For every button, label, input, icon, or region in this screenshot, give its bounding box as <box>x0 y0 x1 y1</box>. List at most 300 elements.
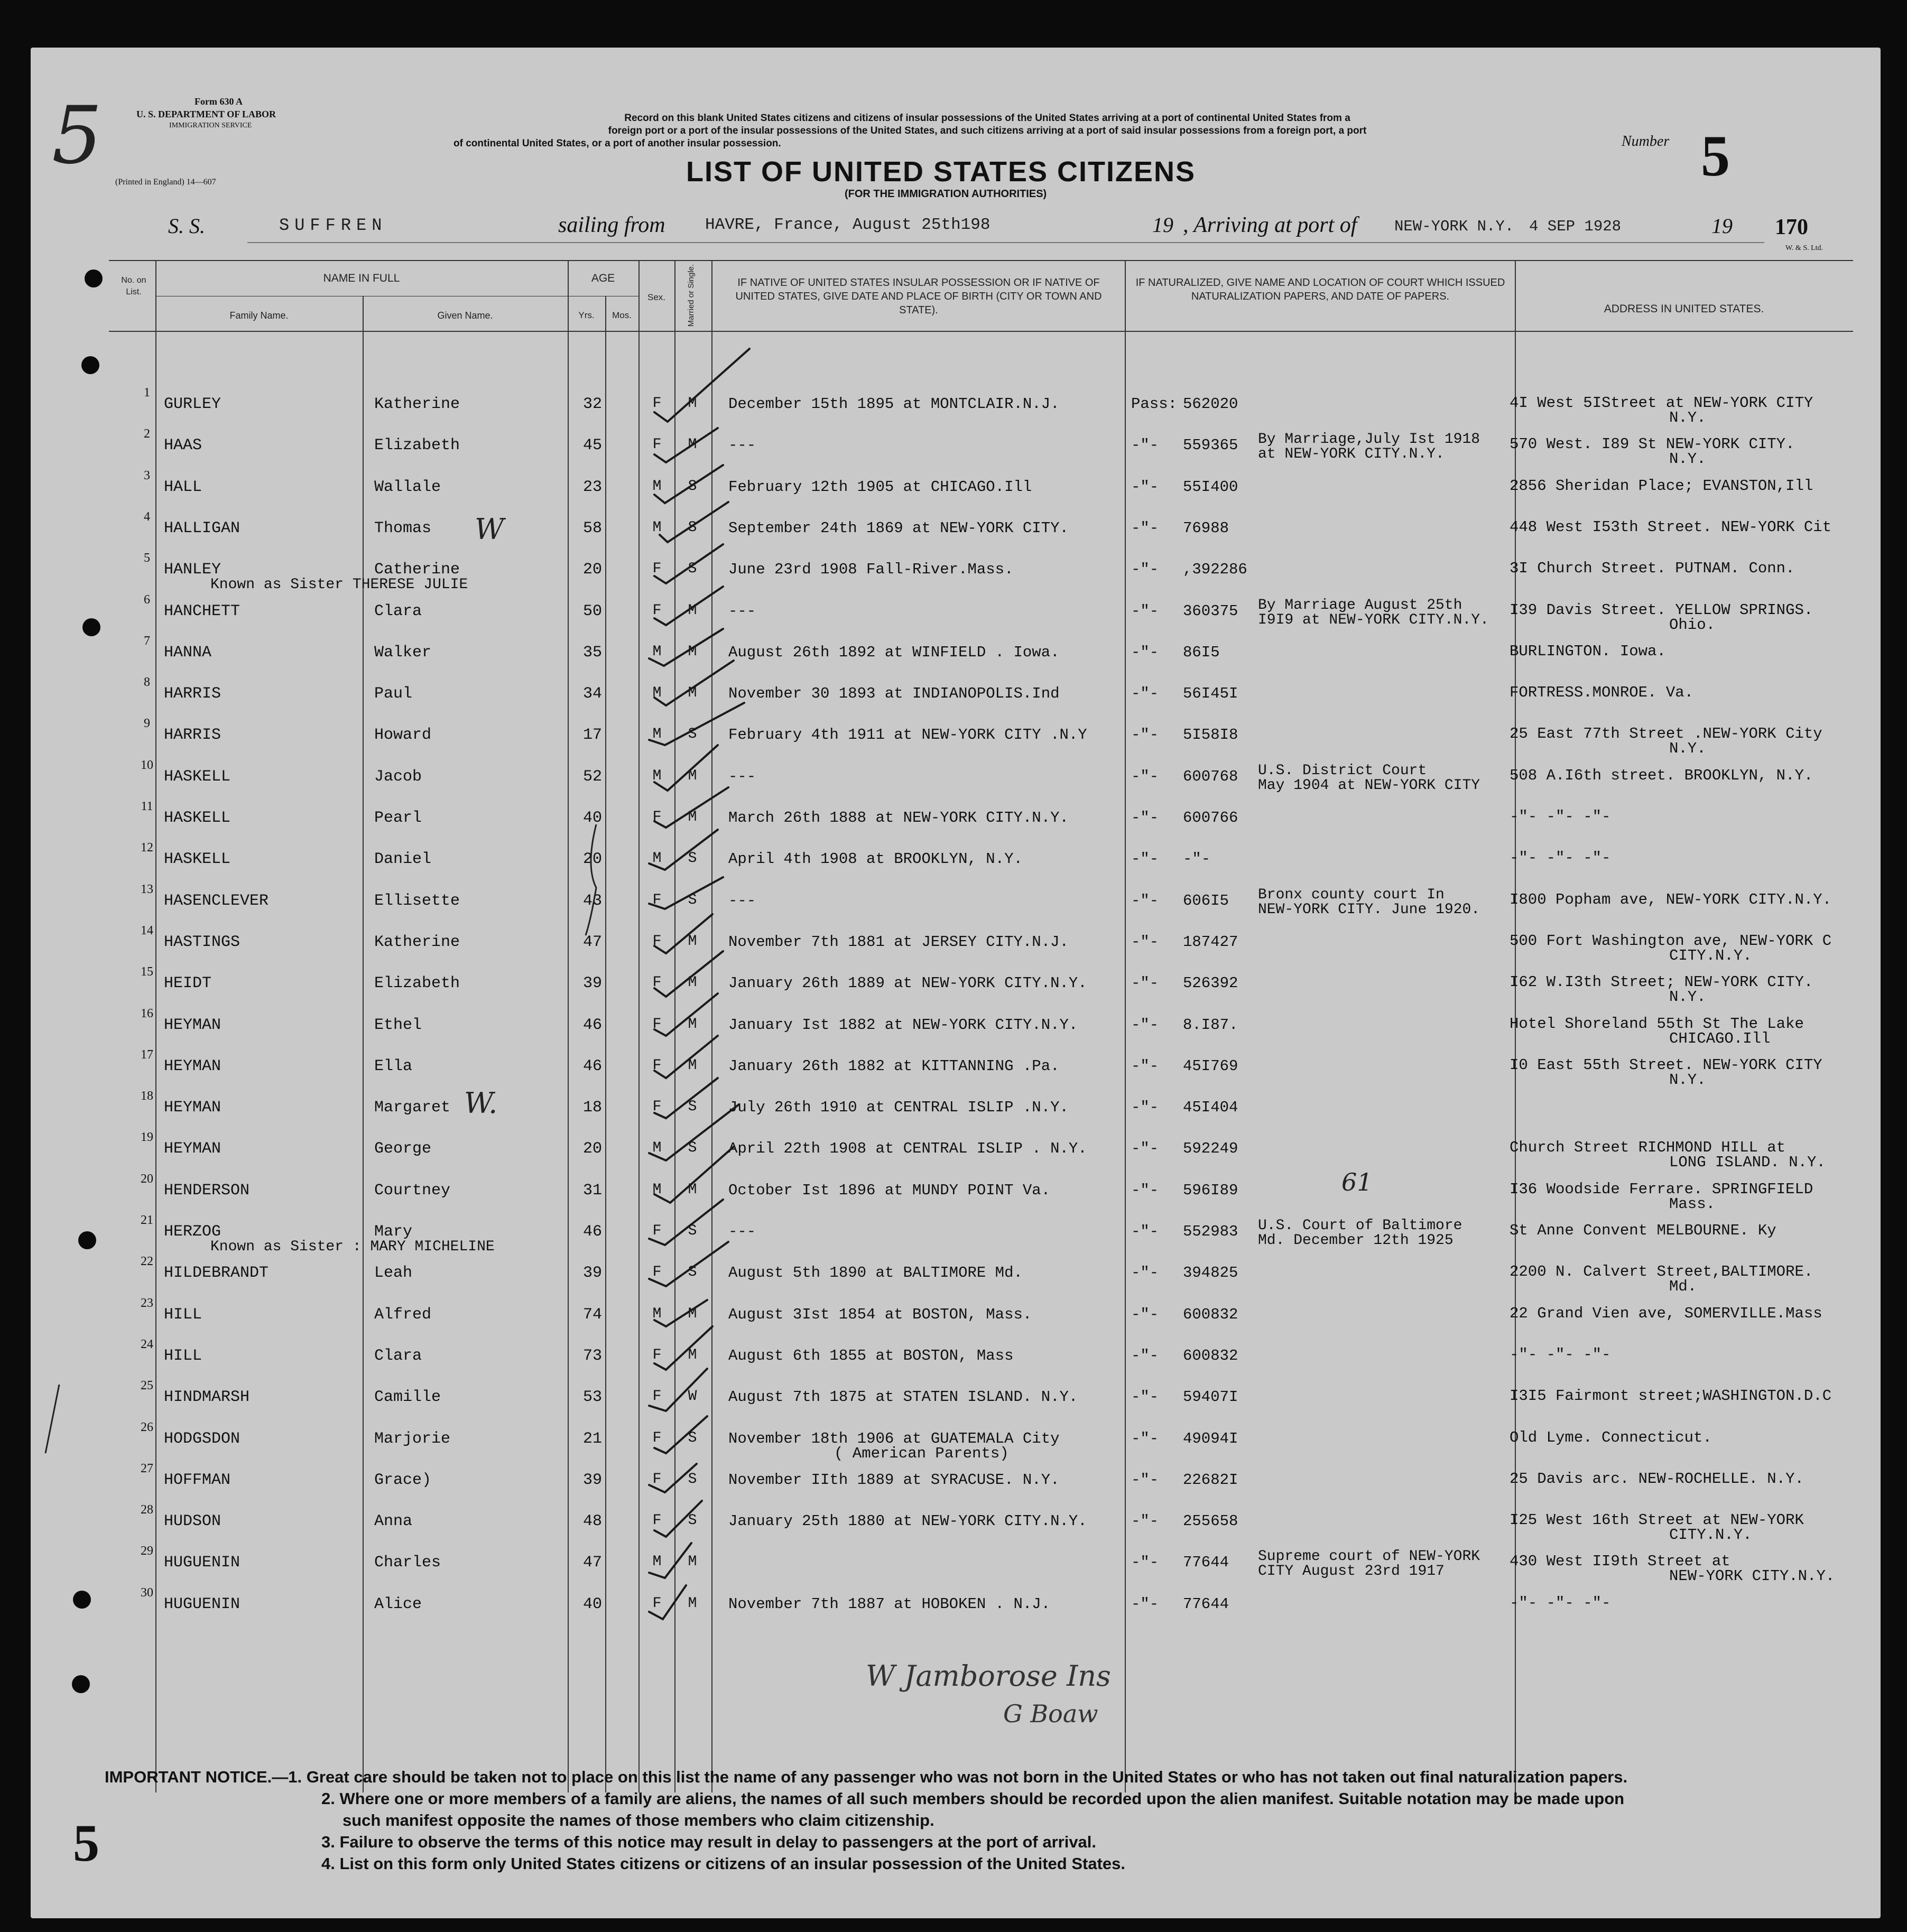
papers-prefix: -"- <box>1131 933 1159 951</box>
number-label: Number <box>1622 133 1670 150</box>
family-name: HASKELL <box>164 768 231 786</box>
family-name: HASKELL <box>164 850 231 868</box>
sex: F <box>652 1264 662 1280</box>
notice-item-3: 3. Failure to observe the terms of this notice may result in delay to passengers at the port of arrival. <box>321 1833 1097 1851</box>
address-line-1: 25 Davis arc. NEW-ROCHELLE. N.Y. <box>1510 1470 1804 1488</box>
papers-number: 360375 <box>1183 602 1238 620</box>
family-name: HODGSDON <box>164 1430 240 1448</box>
papers-prefix: -"- <box>1131 850 1159 868</box>
address-line-1: I39 Davis Street. YELLOW SPRINGS. <box>1510 601 1813 619</box>
marital-status: S <box>688 892 697 908</box>
naturalization-line-1: Supreme court of NEW-YORK <box>1258 1548 1480 1565</box>
papers-number: 5I58I8 <box>1183 726 1238 744</box>
list-number: 19 <box>141 1130 153 1144</box>
marital-status: S <box>688 1264 697 1280</box>
table-row <box>31 835 1881 876</box>
table-row <box>31 422 1881 468</box>
family-name: HASTINGS <box>164 933 240 951</box>
family-name: HASENCLEVER <box>164 892 269 910</box>
sex: F <box>652 602 662 619</box>
address-line-2: CITY.N.Y. <box>1669 947 1752 964</box>
papers-prefix: -"- <box>1131 1554 1159 1571</box>
papers-number: 45I769 <box>1183 1057 1238 1075</box>
naturalization-line-2: CITY August 23rd 1917 <box>1258 1563 1445 1580</box>
age-years: 43 <box>583 892 603 910</box>
given-name: Mary <box>374 1223 413 1241</box>
address-line-1: 22 Grand Vien ave, SOMERVILLE.Mass <box>1510 1305 1822 1322</box>
ss-label: S. S. <box>168 214 205 238</box>
age-years: 21 <box>583 1430 603 1448</box>
given-name: Grace) <box>374 1471 432 1489</box>
list-number: 27 <box>141 1462 153 1475</box>
age-years: 39 <box>583 974 603 992</box>
table-header-rule <box>109 331 1853 332</box>
papers-prefix: -"- <box>1131 892 1159 909</box>
list-number: 8 <box>144 675 150 689</box>
naturalization-line-1: By Marriage August 25th <box>1258 597 1462 614</box>
marital-status: M <box>688 1347 697 1363</box>
birth-details: August 26th 1892 at WINFIELD . Iowa. <box>728 644 1060 661</box>
papers-prefix: -"- <box>1131 1016 1159 1034</box>
birth-details: November 7th 1887 at HOBOKEN . N.J. <box>728 1595 1051 1613</box>
given-name: Paul <box>374 685 413 703</box>
list-number: 11 <box>141 800 153 813</box>
notice-item-2: 2. Where one or more members of a family are aliens, the names of all such members should be recorded upon the alien manifest. Suitable notation may be made upon <box>321 1789 1625 1808</box>
sex: M <box>652 768 662 784</box>
address-line-2: CHICAGO.Ill <box>1669 1030 1771 1047</box>
sex: F <box>652 1016 662 1033</box>
marital-status: S <box>688 1471 697 1488</box>
notice-page-mark: 5 <box>73 1814 99 1872</box>
given-name: Jacob <box>374 768 422 786</box>
manifest-sheet <box>31 48 1881 1918</box>
age-years: 31 <box>583 1182 603 1200</box>
marital-status: S <box>688 726 697 742</box>
papers-prefix: -"- <box>1131 602 1159 620</box>
papers-prefix: -"- <box>1131 1347 1159 1364</box>
birth-details: June 23rd 1908 Fall-River.Mass. <box>728 561 1014 578</box>
family-name: HUGUENIN <box>164 1554 240 1572</box>
address-line-2: Md. <box>1669 1278 1697 1295</box>
list-number: 29 <box>141 1544 153 1558</box>
table-row <box>31 1373 1881 1414</box>
family-name: HILL <box>164 1347 202 1365</box>
arrival-date: 4 SEP 1928 <box>1529 218 1622 235</box>
naturalization-line-1: Bronx county court In <box>1258 887 1445 903</box>
col-header-address: ADDRESS IN UNITED STATES. <box>1604 303 1764 315</box>
table-row <box>31 546 1881 593</box>
col-header-naturalized: IF NATURALIZED, GIVE NAME AND LOCATION OF COURT WHICH ISSUED NATURALIZATION PAPERS, AND DATE OF PAPERS. <box>1135 277 1505 302</box>
papers-prefix: -"- <box>1131 1388 1159 1406</box>
table-row <box>31 1125 1881 1171</box>
table-row <box>31 588 1881 634</box>
papers-number: 76988 <box>1183 519 1229 537</box>
col-header-family: Family Name. <box>229 310 289 321</box>
age-years: 23 <box>583 478 603 496</box>
age-years: 40 <box>583 809 603 827</box>
table-row <box>31 380 1881 426</box>
sex: F <box>652 1057 662 1074</box>
papers-prefix: -"- <box>1131 1223 1159 1240</box>
sex: M <box>652 644 662 660</box>
age-years: 32 <box>583 395 603 413</box>
birth-details: December 15th 1895 at MONTCLAIR.N.J. <box>728 395 1060 413</box>
punch-hole-2 <box>81 356 99 374</box>
table-row <box>31 1167 1881 1213</box>
sex: F <box>652 809 662 825</box>
table-row <box>31 1001 1881 1047</box>
family-name: HEYMAN <box>164 1057 221 1075</box>
address-line-1: -"- -"- -"- <box>1510 849 1611 867</box>
sex: F <box>652 1388 662 1405</box>
sex: F <box>652 1430 662 1446</box>
family-name: HILL <box>164 1306 202 1324</box>
marital-status: M <box>688 602 697 619</box>
given-name: Ethel <box>374 1016 422 1034</box>
arrival-port: NEW-YORK N.Y. <box>1394 218 1514 235</box>
naturalization-line-1: By Marriage,July Ist 1918 <box>1258 431 1480 448</box>
punch-hole-6 <box>72 1675 90 1693</box>
table-row <box>31 1415 1881 1462</box>
number-value: 5 <box>1701 124 1730 188</box>
notice-heading: IMPORTANT NOTICE. <box>105 1768 272 1786</box>
list-number: 10 <box>141 758 153 772</box>
papers-number: 22682I <box>1183 1471 1238 1489</box>
given-name: Katherine <box>374 933 460 951</box>
known-as-note: Known as Sister : MARY MICHELINE <box>210 1239 495 1255</box>
sex: M <box>652 519 662 536</box>
family-name: HEYMAN <box>164 1099 221 1117</box>
address-line-1: I25 West 16th Street at NEW-YORK <box>1510 1511 1804 1529</box>
papers-number: 86I5 <box>1183 644 1220 661</box>
given-name: Courtney <box>374 1182 451 1200</box>
papers-number: 600768 <box>1183 768 1238 785</box>
list-number: 9 <box>144 717 150 730</box>
col-header-married: Married or Single. <box>687 264 696 327</box>
family-name: GURLEY <box>164 395 221 413</box>
papers-prefix: -"- <box>1131 974 1159 992</box>
papers-number: 55I400 <box>1183 478 1238 496</box>
birth-details: October Ist 1896 at MUNDY POINT Va. <box>728 1182 1051 1199</box>
papers-prefix: -"- <box>1131 1512 1159 1530</box>
marital-status: M <box>688 395 697 412</box>
family-name: HENDERSON <box>164 1182 250 1200</box>
marital-status: S <box>688 561 697 577</box>
address-line-2: Mass. <box>1669 1195 1716 1213</box>
given-name: Elizabeth <box>374 974 460 992</box>
given-name: Alfred <box>374 1306 432 1324</box>
table-row <box>31 1084 1881 1124</box>
marital-status: M <box>688 933 697 950</box>
sex: F <box>652 1595 662 1612</box>
record-note-line-2: foreign port or a port of the insular possessions of the United States, and such citizens arriving at a port of said insular possessions from a foreign port, a port <box>608 125 1367 136</box>
papers-number: 600832 <box>1183 1347 1238 1364</box>
list-number: 17 <box>141 1048 153 1062</box>
table-top-rule <box>109 260 1853 261</box>
birth-details: March 26th 1888 at NEW-YORK CITY.N.Y. <box>728 809 1069 826</box>
list-number: 30 <box>141 1586 153 1600</box>
birth-details: November IIth 1889 at SYRACUSE. N.Y. <box>728 1471 1060 1489</box>
given-name: Margaret <box>374 1099 451 1117</box>
family-name: HINDMARSH <box>164 1388 250 1406</box>
birth-details: November 7th 1881 at JERSEY CITY.N.J. <box>728 933 1069 951</box>
list-number: 23 <box>141 1296 153 1310</box>
list-number: 20 <box>141 1172 153 1186</box>
col-header-sex: Sex. <box>647 292 666 302</box>
col-header-no: No. on List. <box>121 276 146 296</box>
handwritten-w-1: W <box>475 513 504 546</box>
birth-details: January 25th 1880 at NEW-YORK CITY.N.Y. <box>728 1512 1087 1530</box>
address-line-2: CITY.N.Y. <box>1669 1526 1752 1544</box>
punch-hole-3 <box>82 618 100 636</box>
sex: F <box>652 1223 662 1239</box>
family-name: HASKELL <box>164 809 231 827</box>
col-header-given: Given Name. <box>437 310 493 321</box>
address-line-1: I36 Woodside Ferrare. SPRINGFIELD <box>1510 1181 1813 1198</box>
papers-number: 77644 <box>1183 1595 1229 1613</box>
naturalization-line-2: NEW-YORK CITY. June 1920. <box>1258 902 1480 918</box>
address-line-1: Church Street RICHMOND HILL at <box>1510 1139 1786 1156</box>
birth-details: --- <box>728 892 756 909</box>
officer-signature: W Jamborose Ins <box>866 1659 1111 1693</box>
birth-details: --- <box>728 436 756 454</box>
papers-number: 596I89 <box>1183 1182 1238 1199</box>
officer-initials: G Boaw <box>1003 1699 1098 1728</box>
col-header-mos: Mos. <box>612 310 632 320</box>
sex: M <box>652 850 662 867</box>
naturalization-line-2: Md. December 12th 1925 <box>1258 1232 1454 1249</box>
col-header-birth: IF NATIVE OF UNITED STATES INSULAR POSSESSION OR IF NATIVE OF UNITED STATES, GIVE DATE AND PLACE OF BIRTH (CITY OR TOWN AND STATE). <box>735 277 1102 316</box>
birth-details: --- <box>728 768 756 785</box>
birth-details: --- <box>728 1223 756 1240</box>
birth-details: January Ist 1882 at NEW-YORK CITY.N.Y. <box>728 1016 1078 1034</box>
page-subtitle: (FOR THE IMMIGRATION AUTHORITIES) <box>845 188 1047 200</box>
sex: F <box>652 1471 662 1488</box>
papers-prefix: -"- <box>1131 561 1159 578</box>
voyage-underline <box>247 242 1764 243</box>
address-line-1: I62 W.I3th Street; NEW-YORK CITY. <box>1510 973 1813 991</box>
papers-prefix: -"- <box>1131 1182 1159 1199</box>
table-row <box>31 1291 1881 1331</box>
birth-details: January 26th 1889 at NEW-YORK CITY.N.Y. <box>728 974 1087 992</box>
list-number: 2 <box>144 427 150 441</box>
address-line-1: I800 Popham ave, NEW-YORK CITY.N.Y. <box>1510 891 1832 908</box>
list-number: 26 <box>141 1420 153 1434</box>
age-years: 46 <box>583 1016 603 1034</box>
family-name: HUGUENIN <box>164 1595 240 1613</box>
table-row <box>31 1456 1881 1497</box>
address-line-1: Old Lyme. Connecticut. <box>1510 1429 1712 1446</box>
papers-number: 8.I87. <box>1183 1016 1238 1034</box>
family-name: HEYMAN <box>164 1140 221 1158</box>
list-number: 28 <box>141 1503 153 1517</box>
naturalization-line-2: at NEW-YORK CITY.N.Y. <box>1258 446 1445 462</box>
table-row <box>31 670 1881 710</box>
address-line-1: 430 West II9th Street at <box>1510 1553 1730 1570</box>
marital-status: M <box>688 974 697 991</box>
birth-details: April 22th 1908 at CENTRAL ISLIP . N.Y. <box>728 1140 1087 1157</box>
address-line-1: 448 West I53th Street. NEW-YORK Cit <box>1510 518 1832 536</box>
papers-number: 187427 <box>1183 933 1238 951</box>
papers-number: 606I5 <box>1183 892 1229 909</box>
family-name: HANLEY <box>164 561 221 579</box>
family-name: HANNA <box>164 644 212 662</box>
papers-number: 600766 <box>1183 809 1238 826</box>
family-name: HAAS <box>164 436 202 454</box>
age-years: 20 <box>583 1140 603 1158</box>
papers-prefix: -"- <box>1131 436 1159 454</box>
given-name: George <box>374 1140 432 1158</box>
sex: F <box>652 395 662 412</box>
given-name: Howard <box>374 726 432 744</box>
list-number: 15 <box>141 965 153 979</box>
address-line-1: 2200 N. Calvert Street,BALTIMORE. <box>1510 1263 1813 1280</box>
family-name: HERZOG <box>164 1223 221 1241</box>
birth-details: February 4th 1911 at NEW-YORK CITY .N.Y <box>728 726 1087 744</box>
known-as-note: Known as Sister THERESE JULIE <box>210 577 468 593</box>
given-name: Clara <box>374 602 422 620</box>
given-name: Marjorie <box>374 1430 451 1448</box>
sex: F <box>652 1512 662 1529</box>
table-row <box>31 629 1881 669</box>
birth-details: --- <box>728 602 756 620</box>
age-years: 53 <box>583 1388 603 1406</box>
papers-prefix: -"- <box>1131 1099 1159 1116</box>
sex: M <box>652 1140 662 1156</box>
check-marks <box>638 333 776 1686</box>
birth-details: February 12th 1905 at CHICAGO.Ill <box>728 478 1032 496</box>
address-line-2: N.Y. <box>1669 740 1706 757</box>
marital-status: W <box>688 1388 697 1405</box>
papers-prefix: Pass: <box>1131 395 1178 413</box>
table-row <box>31 960 1881 1006</box>
age-years: 47 <box>583 933 603 951</box>
age-years: 73 <box>583 1347 603 1365</box>
given-name: Clara <box>374 1347 422 1365</box>
year-2: 19 <box>1711 214 1733 238</box>
birth-details: April 4th 1908 at BROOKLYN, N.Y. <box>728 850 1023 868</box>
birth-details: August 5th 1890 at BALTIMORE Md. <box>728 1264 1023 1281</box>
arriving-label: , Arriving at port of <box>1183 213 1357 237</box>
form-dept: U. S. DEPARTMENT OF LABOR <box>136 109 276 119</box>
table-row <box>31 1539 1881 1585</box>
papers-prefix: -"- <box>1131 1595 1159 1613</box>
sex: F <box>652 561 662 577</box>
naturalization-line-1: U.S. Court of Baltimore <box>1258 1218 1462 1234</box>
list-number: 12 <box>141 841 153 854</box>
col-header-age: AGE <box>591 272 615 284</box>
birth-details-note: ( American Parents) <box>834 1445 1009 1462</box>
papers-prefix: -"- <box>1131 644 1159 661</box>
family-name: HARRIS <box>164 685 221 703</box>
notice-item-2b: such manifest opposite the names of those members who claim citizenship. <box>342 1811 934 1829</box>
address-line-1: 508 A.I6th street. BROOKLYN, N.Y. <box>1510 767 1813 784</box>
birth-details: August 3Ist 1854 at BOSTON, Mass. <box>728 1306 1032 1323</box>
form-printed: (Printed in England) 14—607 <box>115 178 216 187</box>
list-number: 7 <box>144 634 150 648</box>
address-line-1: Hotel Shoreland 55th St The Lake <box>1510 1015 1804 1033</box>
sex: F <box>652 1347 662 1363</box>
age-years: 50 <box>583 602 603 620</box>
marital-status: M <box>688 1182 697 1198</box>
age-years: 46 <box>583 1057 603 1075</box>
address-line-1: -"- -"- -"- <box>1510 1594 1611 1612</box>
sex: F <box>652 892 662 908</box>
list-number: 1 <box>144 386 150 400</box>
birth-details: July 26th 1910 at CENTRAL ISLIP .N.Y. <box>728 1099 1069 1116</box>
address-line-2: N.Y. <box>1669 988 1706 1006</box>
address-line-1: FORTRESS.MONROE. Va. <box>1510 684 1694 701</box>
sex: M <box>652 726 662 742</box>
table-row <box>31 1043 1881 1089</box>
marital-status: S <box>688 1223 697 1239</box>
papers-number: 562020 <box>1183 395 1238 413</box>
given-name: Walker <box>374 644 432 662</box>
given-name: Wallale <box>374 478 441 496</box>
given-name: Alice <box>374 1595 422 1613</box>
marital-status: S <box>688 1512 697 1529</box>
papers-number: 526392 <box>1183 974 1238 992</box>
papers-number: ,392286 <box>1183 561 1247 578</box>
punch-hole-5 <box>73 1591 91 1609</box>
address-line-2: LONG ISLAND. N.Y. <box>1669 1154 1826 1171</box>
corner-mark: 5 <box>52 90 103 182</box>
papers-number: 45I404 <box>1183 1099 1238 1116</box>
papers-number: -"- <box>1183 850 1211 868</box>
table-row <box>31 877 1881 917</box>
given-name: Pearl <box>374 809 422 827</box>
sex: F <box>652 933 662 950</box>
papers-number: 49094I <box>1183 1430 1238 1447</box>
address-line-1: St Anne Convent MELBOURNE. Ky <box>1510 1222 1776 1239</box>
notice-item-1: —1. Great care should be taken not to place on this list the name of any passenger who was not born in the United States or who has not taken out final naturalization papers. <box>272 1768 1628 1786</box>
record-note-line-3: of continental United States, or a port of another insular possession. <box>453 138 781 149</box>
family-name: HARRIS <box>164 726 221 744</box>
age-years: 39 <box>583 1471 603 1489</box>
marital-status: M <box>688 768 697 784</box>
family-name: HUDSON <box>164 1512 221 1530</box>
address-line-1: I0 East 55th Street. NEW-YORK CITY <box>1510 1056 1822 1074</box>
table-row <box>31 1249 1881 1295</box>
birth-details: January 26th 1882 at KITTANNING .Pa. <box>728 1057 1060 1075</box>
papers-number: 600832 <box>1183 1306 1238 1323</box>
age-years: 20 <box>583 561 603 579</box>
family-name: HALLIGAN <box>164 519 240 537</box>
address-line-1: 4I West 5IStreet at NEW-YORK CITY <box>1510 394 1813 412</box>
list-number: 22 <box>141 1255 153 1268</box>
list-number: 6 <box>144 593 150 607</box>
record-note-line-1: Record on this blank United States citizens and citizens of insular possessions of the United States arriving at a port of continental United States from a <box>624 113 1350 124</box>
marital-status: S <box>688 1099 697 1115</box>
list-number: 16 <box>141 1007 153 1020</box>
list-number: 14 <box>141 924 153 937</box>
papers-prefix: -"- <box>1131 1057 1159 1075</box>
handwritten-w-2: W. <box>464 1086 498 1120</box>
given-name: Charles <box>374 1554 441 1572</box>
naturalization-line-2: I9I9 at NEW-YORK CITY.N.Y. <box>1258 612 1489 628</box>
table-row <box>31 918 1881 964</box>
year-1: 19 <box>1152 213 1173 237</box>
list-number: 24 <box>141 1337 153 1351</box>
family-name: HEIDT <box>164 974 212 992</box>
sex: M <box>652 478 662 495</box>
table-row <box>31 463 1881 504</box>
age-years: 35 <box>583 644 603 662</box>
papers-prefix: -"- <box>1131 478 1159 496</box>
age-years: 46 <box>583 1223 603 1241</box>
bracket-mark <box>580 824 601 941</box>
family-name: HILDEBRANDT <box>164 1264 269 1282</box>
